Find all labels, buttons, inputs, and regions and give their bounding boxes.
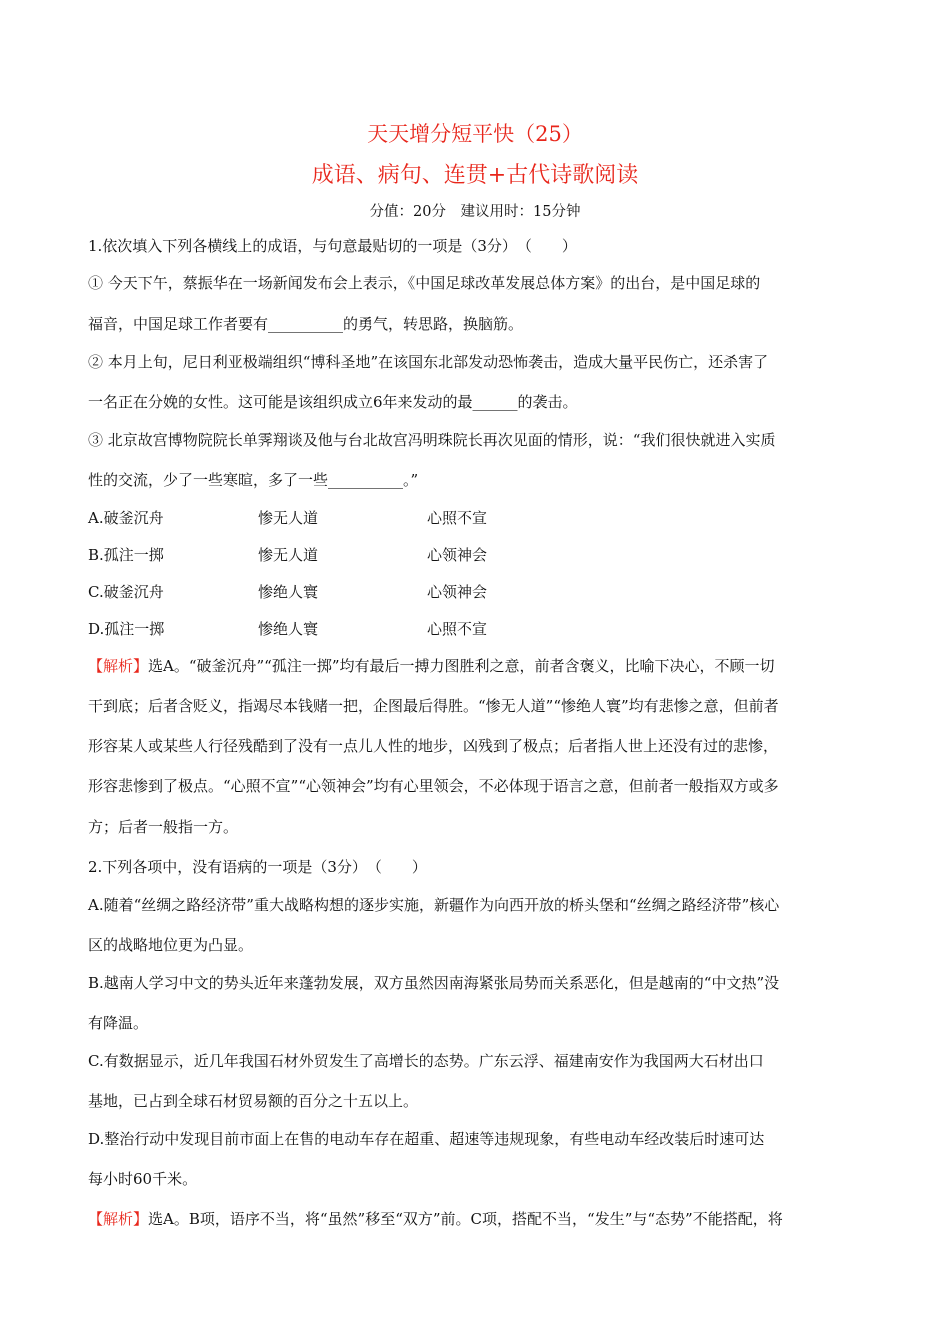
q2-option-d-line2: 每小时60千米。 <box>88 1170 198 1188</box>
q1-analysis-line2: 干到底；后者含贬义，指竭尽本钱赌一把，企图最后得胜。“惨无人道”“惨绝人寰”均有悲惨之意，但前者 <box>88 697 779 715</box>
q2-option-b-line2: 有降温。 <box>88 1014 149 1032</box>
analysis-tag: 【解析】 <box>88 657 149 675</box>
q2-option-a-line2: 区的战略地位更为凸显。 <box>88 936 254 954</box>
option-b-col2: 惨无人道 <box>258 546 319 564</box>
option-c-col1: C.破釜沉舟 <box>88 583 164 601</box>
q1-analysis-line4: 形容悲惨到了极点。“心照不宣”“心领神会”均有心里领会，不必体现于语言之意，但前者一般指双方或多 <box>88 777 779 795</box>
option-a-col3: 心照不宣 <box>427 509 488 527</box>
q1-sentence1-line1: ① 今天下午，蔡振华在一场新闻发布会上表示，《中国足球改革发展总体方案》的出台，是中国足球的 <box>88 274 761 292</box>
option-a-col1: A.破釜沉舟 <box>88 509 164 527</box>
q1-stem: 1.依次填入下列各横线上的成语，与句意最贴切的一项是（3分） （ ） <box>88 237 577 255</box>
q2-analysis-line1: 【解析】选A。B项，语序不当，将“虽然”移至“双方”前。C项，搭配不当，“发生”与“态势”不能搭配，将 <box>88 1210 783 1228</box>
page-subtitle: 成语、病句、连贯+古代诗歌阅读 <box>311 163 639 188</box>
option-a-col2: 惨无人道 <box>258 509 319 527</box>
q2-stem: 2.下列各项中，没有语病的一项是（3分） （ ） <box>88 858 427 876</box>
option-c-col2: 惨绝人寰 <box>258 583 319 601</box>
option-d-col1: D.孤注一掷 <box>88 620 165 638</box>
q2-option-c-line1: C.有数据显示，近几年我国石材外贸发生了高增长的态势。广东云浮、福建南安作为我国两大石材出口 <box>88 1052 764 1070</box>
page-title: 天天增分短平快（25） <box>367 122 583 146</box>
q2-option-b-line1: B.越南人学习中文的势头近年来蓬勃发展，双方虽然因南海紧张局势而关系恶化，但是越南的“中文热”没 <box>88 974 780 992</box>
q1-analysis-line1: 【解析】选A。“破釜沉舟”“孤注一掷”均有最后一搏力图胜利之意，前者含褒义，比喻下决心，不顾一切 <box>88 657 775 675</box>
score-time-info: 分值：20分 建议用时：15分钟 <box>369 204 581 220</box>
q2-option-d-line1: D.整治行动中发现目前市面上在售的电动车存在超重、超速等违规现象，有些电动车经改装后时速可达 <box>88 1130 765 1148</box>
option-d-col2: 惨绝人寰 <box>258 620 319 638</box>
q1-analysis-line3: 形容某人或某些人行径残酷到了没有一点儿人性的地步，凶残到了极点；后者指人世上还没有过的悲惨， <box>88 737 779 755</box>
q1-sentence3-line1: ③ 北京故宫博物院院长单霁翔谈及他与台北故宫冯明珠院长再次见面的情形，说：“我们很快就进入实质 <box>88 431 776 449</box>
q1-sentence3-line2: 性的交流，少了一些寒暄，多了一些__________。” <box>88 471 419 489</box>
q2-option-a-line1: A.随着“丝绸之路经济带”重大战略构想的逐步实施，新疆作为向西开放的桥头堡和“丝绸之路经济带”核心 <box>88 896 780 914</box>
q2-option-c-line2: 基地，已占到全球石材贸易额的百分之十五以上。 <box>88 1092 419 1110</box>
analysis-tag: 【解析】 <box>88 1210 149 1228</box>
option-b-col1: B.孤注一掷 <box>88 546 164 564</box>
q1-sentence2-line2: 一名正在分娩的女性。这可能是该组织成立6年来发动的最______的袭击。 <box>88 393 578 411</box>
option-d-col3: 心照不宣 <box>427 620 488 638</box>
q1-sentence1-line2: 福音，中国足球工作者要有__________的勇气，转思路，换脑筋。 <box>88 315 524 333</box>
option-b-col3: 心领神会 <box>427 546 488 564</box>
q1-sentence2-line1: ② 本月上旬，尼日利亚极端组织“博科圣地”在该国东北部发动恐怖袭击，造成大量平民伤亡，还杀害了 <box>88 353 769 371</box>
q1-analysis-line5: 方；后者一般指一方。 <box>88 818 239 836</box>
option-c-col3: 心领神会 <box>427 583 488 601</box>
